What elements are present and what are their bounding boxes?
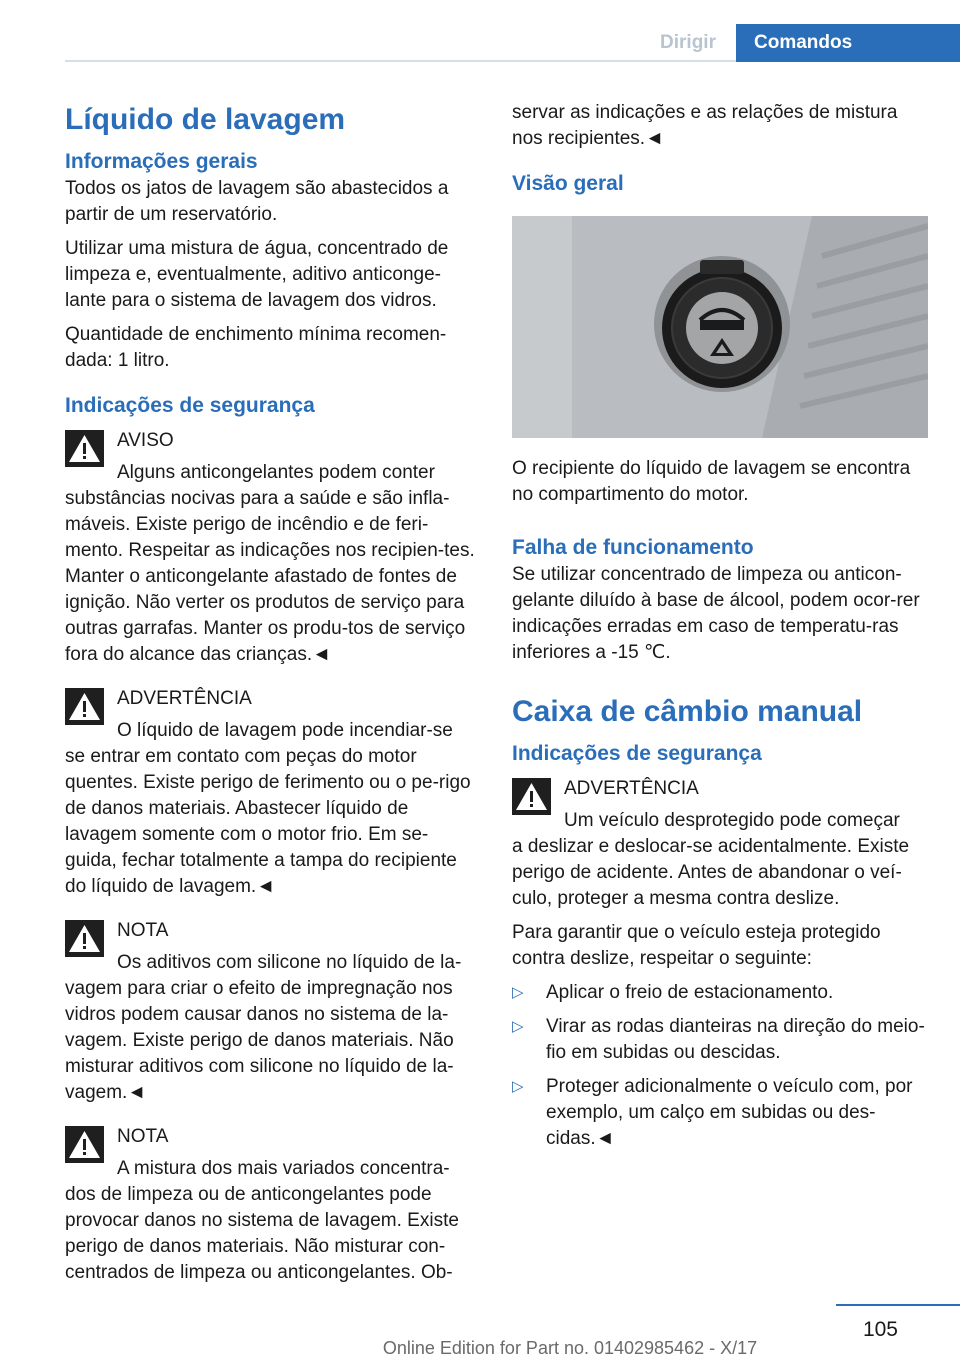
warning-text: substâncias nocivas para a saúde e são infla-máveis. Existe perigo de incêndio e de feri-mento. Respeitar as indicações nos recipien-tes. Manter o anticongelante afastado de fontes de ignição. Não verter os produtos de serviço para outras garrafas. Manter os produ-tos de serviço fora do alcance das crianças.◄ bbox=[65, 488, 475, 665]
list-item bbox=[512, 980, 928, 1006]
paragraph-reservoir: Todos os jatos de lavagem são abastecidos a partir de um reservatório. bbox=[65, 178, 449, 225]
list-item-text: Aplicar o freio de estacionamento. bbox=[546, 982, 834, 1003]
warning-title: ADVERTÊNCIA bbox=[117, 688, 252, 709]
warning-first-line: Um veículo desprotegido pode começar bbox=[564, 810, 900, 831]
list-item-text: Virar as rodas dianteiras na direção do meio-fio em subidas ou descidas. bbox=[546, 1016, 925, 1063]
heading-safety-2: Indicações de segurança bbox=[512, 742, 762, 765]
paragraph-min-fill: Quantidade de enchimento mínima recomen-dada: 1 litro. bbox=[65, 324, 447, 371]
heading-safety: Indicações de segurança bbox=[65, 394, 315, 417]
warning-text: a deslizar e deslocar-se acidentalmente. Existe perigo de acidente. Antes de abandonar o veí-culo, proteger a mesma contra deslize. bbox=[512, 836, 910, 909]
tab-dirigir[interactable]: Dirigir bbox=[660, 32, 716, 53]
warning-title: AVISO bbox=[117, 430, 174, 451]
paragraph-guarantee: Para garantir que o veículo esteja protegido contra deslize, respeitar o seguinte: bbox=[512, 922, 881, 969]
bullet-triangle-icon: ▷ bbox=[512, 1078, 524, 1095]
warning-triangle-icon bbox=[512, 778, 551, 815]
left-column bbox=[65, 100, 477, 1286]
note-first-line: Os aditivos com silicone no líquido de la- bbox=[117, 952, 462, 973]
edition-footer: Online Edition for Part no. 01402985462 - X/17 bbox=[382, 1338, 758, 1358]
warning-first-line: O líquido de lavagem pode incendiar-se bbox=[117, 720, 453, 741]
list-item bbox=[512, 1014, 928, 1066]
warning-first-line: Alguns anticongelantes podem conter bbox=[117, 462, 435, 483]
warning-title: ADVERTÊNCIA bbox=[564, 778, 699, 799]
list-item bbox=[512, 1074, 928, 1152]
section-title-washer-fluid: Líquido de lavagem bbox=[65, 103, 346, 136]
warning-triangle-icon bbox=[65, 1126, 104, 1163]
page-number: 105 bbox=[862, 1318, 898, 1341]
note-text: vagem para criar o efeito de impregnação nos vidros podem causar danos no sistema de la-vagem. Existe perigo de danos materiais. Não misturar aditivos com silicone no líquido de la-vagem.◄ bbox=[65, 978, 454, 1103]
note-first-line: A mistura dos mais variados concentra- bbox=[117, 1158, 450, 1179]
bullet-triangle-icon: ▷ bbox=[512, 1018, 524, 1035]
warning-triangle-icon bbox=[65, 430, 104, 467]
note-title: NOTA bbox=[117, 920, 169, 941]
note-text: dos de limpeza ou de anticongelantes pode provocar danos no sistema de lavagem. Existe perigo de danos materiais. Não misturar con-centrados de limpeza ou anticongelantes. Ob- bbox=[65, 1184, 459, 1283]
list-item-text: Proteger adicionalmente o veículo com, por exemplo, um calço em subidas ou des-cidas.◄ bbox=[546, 1076, 913, 1149]
washer-reservoir-photo bbox=[512, 216, 928, 438]
heading-overview: Visão geral bbox=[512, 172, 624, 195]
warning-block bbox=[512, 776, 928, 912]
section-title-manual-gearbox: Caixa de câmbio manual bbox=[512, 695, 863, 728]
warning-triangle-icon bbox=[65, 920, 104, 957]
photo-caption: O recipiente do líquido de lavagem se encontra no compartimento do motor. bbox=[512, 458, 911, 505]
warning-block bbox=[65, 428, 477, 668]
note-block bbox=[65, 918, 477, 1106]
footer-rule bbox=[836, 1304, 960, 1306]
note-title: NOTA bbox=[117, 1126, 169, 1147]
right-column bbox=[512, 100, 928, 1152]
note-block bbox=[65, 1124, 477, 1286]
warning-triangle-icon bbox=[65, 688, 104, 725]
heading-general-info: Informações gerais bbox=[65, 150, 258, 173]
warning-block bbox=[65, 686, 477, 900]
paragraph-malfunction: Se utilizar concentrado de limpeza ou anticon-gelante diluído à base de álcool, podem ocor-rer indicações erradas em caso de temperatu-ras inferiores a -15 ℃. bbox=[512, 564, 920, 663]
paragraph-mixture: Utilizar uma mistura de água, concentrado de limpeza e, eventualmente, aditivo anticonge-lante para o sistema de lavagem dos vidros. bbox=[65, 238, 449, 311]
bullet-triangle-icon: ▷ bbox=[512, 984, 524, 1001]
heading-malfunction: Falha de funcionamento bbox=[512, 536, 754, 559]
tab-comandos[interactable]: Comandos bbox=[736, 24, 960, 62]
paragraph-continued: servar as indicações e as relações de mistura nos recipientes.◄ bbox=[512, 102, 898, 149]
warning-text: se entrar em contato com peças do motor quentes. Existe perigo de ferimento ou o pe-rigo de danos materiais. Abastecer líquido de lavagem somente com o motor frio. Em se-guida, fechar totalmente a tampa do recipiente do líquido de lavagem.◄ bbox=[65, 746, 471, 897]
